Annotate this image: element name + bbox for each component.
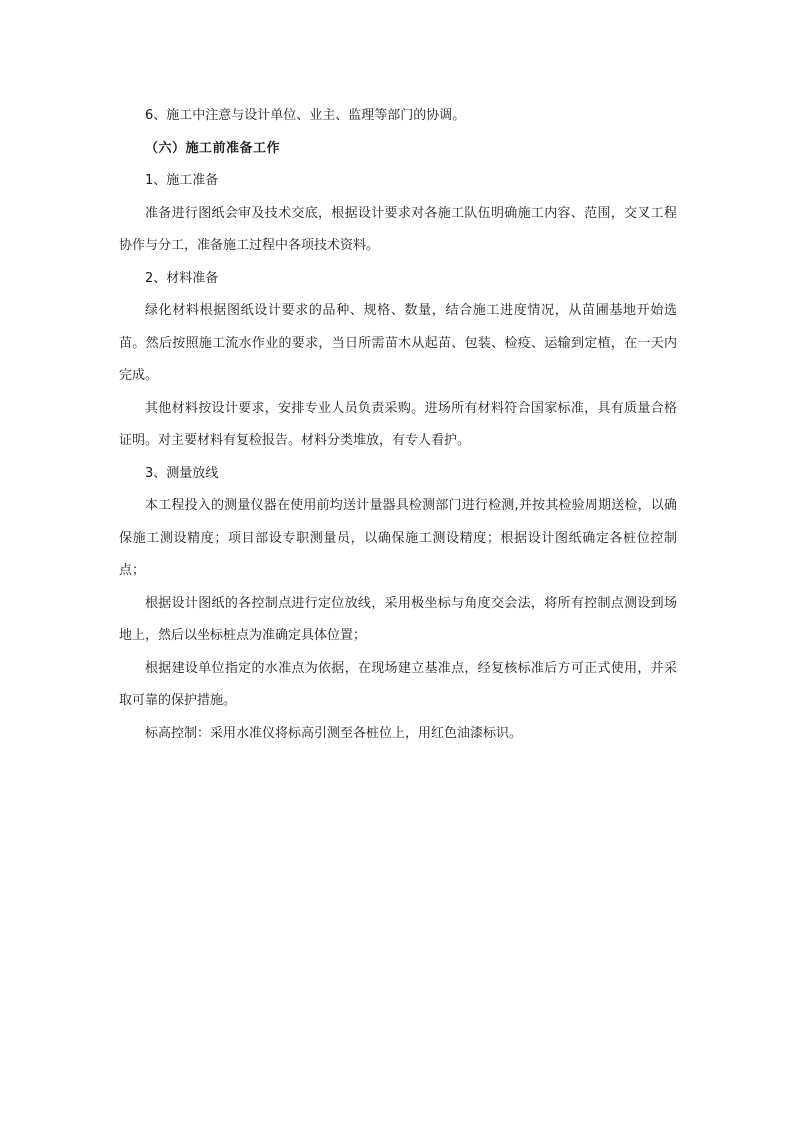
paragraph-positioning: 根据设计图纸的各控制点进行定位放线，采用极坐标与角度交会法，将所有控制点测设到场地上，然后以坐标桩点为准确定具体位置；: [119, 595, 677, 643]
paragraph-greening-materials: 绿化材料根据图纸设计要求的品种、规格、数量，结合施工进度情况，从苗圃基地开始选苗。然后按照施工流水作业的要求，当日所需苗木从起苗、包装、检疫、运输到定植，在一天内完成。: [119, 303, 677, 383]
subheading-material-prep: 2、材料准备: [145, 270, 219, 286]
subheading-construction-prep: 1、施工准备: [145, 173, 219, 188]
paragraph-other-materials: 其他材料按设计要求，安排专业人员负责采购。进场所有材料符合国家标准，具有质量合格证明。对主要材料有复检报告。材料分类堆放，有专人看护。: [119, 400, 677, 448]
paragraph-survey-instruments: 本工程投入的测量仪器在使用前均送计量器具检测部门进行检测,并按其检验周期送检，以确保施工测设精度；项目部设专职测量员，以确保施工测设精度；根据设计图纸确定各桩位控制点；: [119, 498, 677, 578]
paragraph-benchmark: 根据建设单位指定的水准点为依据，在现场建立基准点，经复核标准后方可正式使用，并采取可靠的保护措施。: [119, 660, 677, 708]
subheading-survey-layout: 3、测量放线: [145, 465, 219, 481]
paragraph-construction-prep: 准备进行图纸会审及技术交底，根据设计要求对各施工队伍明确施工内容、范围，交叉工程协作与分工，准备施工过程中各项技术资料。: [119, 205, 677, 253]
document-body: [119, 100, 677, 750]
paragraph-elevation-control: 标高控制：采用水准仪将标高引测至各桩位上，用红色油漆标识。: [145, 725, 523, 741]
list-item-coordination: 6、施工中注意与设计单位、业主、监理等部门的协调。: [145, 108, 466, 123]
section-heading-preparation: （六）施工前准备工作: [145, 140, 281, 156]
